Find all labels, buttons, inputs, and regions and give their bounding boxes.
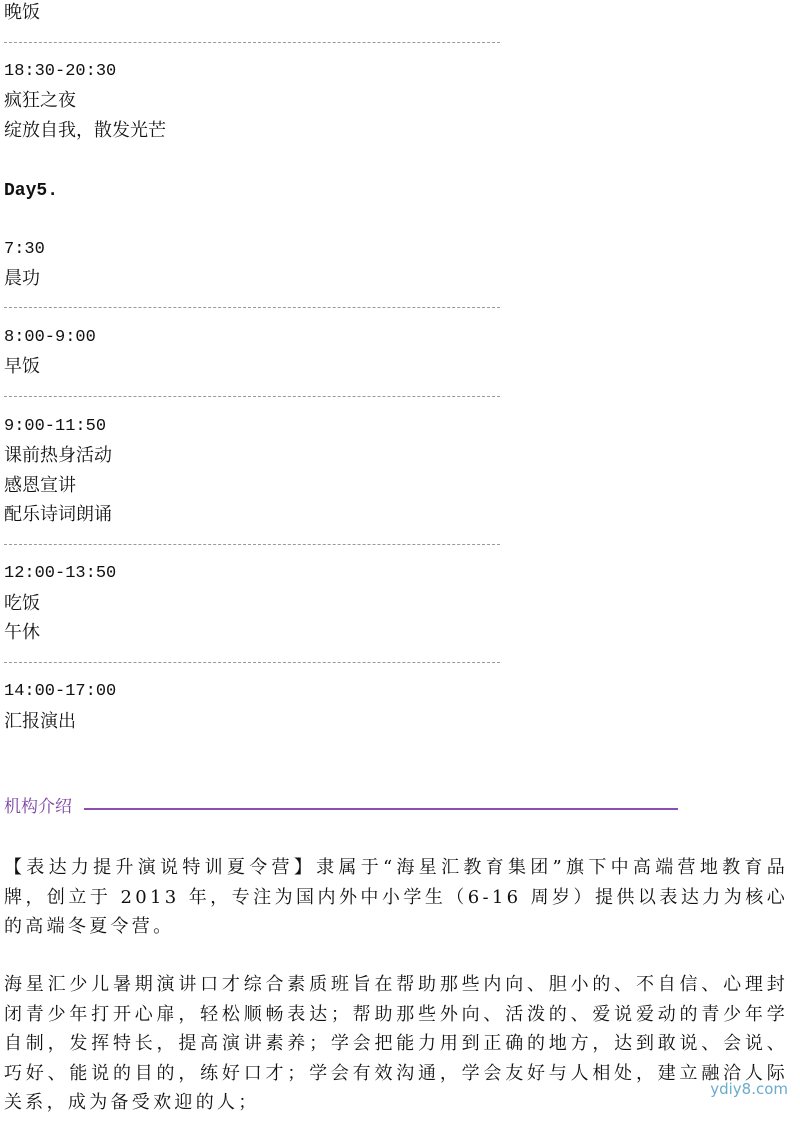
section-title: 机构介绍 xyxy=(4,797,72,817)
block5-time: 14:00-17:00 xyxy=(4,682,117,701)
block3-item: 感恩宣讲 xyxy=(4,475,76,496)
separator xyxy=(4,662,500,663)
intro-paragraph-1: 【表达力提升演说特训夏令营】隶属于“海星汇教育集团”旗下中高端营地教育品牌，创立于 2013 年，专注为国内外中小学生（6-16 周岁）提供以表达力为核心的高端冬夏令营。 xyxy=(4,857,788,937)
separator xyxy=(4,396,500,397)
separator xyxy=(4,544,500,545)
night-subtitle: 绽放自我，散发光芒 xyxy=(4,120,166,141)
block4-item: 吃饭 xyxy=(4,593,40,614)
block3-item: 课前热身活动 xyxy=(4,445,112,466)
block1-item: 晨功 xyxy=(4,268,40,289)
dinner-label: 晚饭 xyxy=(4,2,40,23)
night-time: 18:30-20:30 xyxy=(4,62,117,81)
block1-time: 7:30 xyxy=(4,240,45,259)
block4-time: 12:00-13:50 xyxy=(4,564,117,583)
watermark: ydiy8.com xyxy=(710,1080,788,1098)
day5-heading: Day5. xyxy=(4,181,59,201)
night-title: 疯狂之夜 xyxy=(4,90,76,111)
separator xyxy=(4,42,500,43)
block2-time: 8:00-9:00 xyxy=(4,328,96,347)
section-rule xyxy=(84,808,678,810)
block2-item: 早饭 xyxy=(4,356,40,377)
block3-item: 配乐诗词朗诵 xyxy=(4,504,112,525)
block4-item: 午休 xyxy=(4,622,40,643)
intro-paragraph-2: 海星汇少儿暑期演讲口才综合素质班旨在帮助那些内向、胆小的、不自信、心理封闭青少年打开心扉，轻松顺畅表达；帮助那些外向、活泼的、爱说爱动的青少年学自制，发挥特长，提高演讲素养；学会把能力用到正确的地方，达到敢说、会说、巧好、能说的目的，练好口才；学会有效沟通，学会友好与人相处，建立融洽人际关系，成为备受欢迎的人； xyxy=(4,974,788,1113)
block3-time: 9:00-11:50 xyxy=(4,417,107,436)
block5-item: 汇报演出 xyxy=(4,711,76,732)
separator xyxy=(4,307,500,308)
